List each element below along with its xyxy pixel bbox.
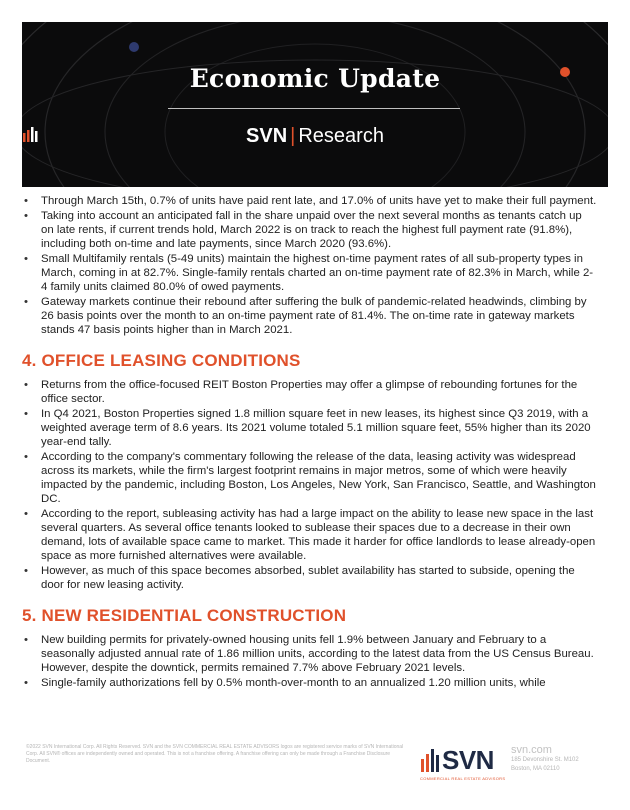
svn-logo-icon	[22, 125, 40, 143]
brand-name: SVN	[246, 125, 288, 147]
header-banner	[22, 22, 608, 187]
brand-lockup: SVN | Research	[22, 125, 608, 148]
website-link[interactable]: svn.com	[511, 744, 552, 756]
list-item: • Gateway markets continue their rebound after suffering the bulk of pandemic-related headwinds, climbing by 26 basis points over the month to an on-time payment rate of 81.4%. The on-time rate in gateway markets stands 47 basis points higher than in March 2021.	[22, 295, 597, 337]
page-footer	[22, 742, 608, 802]
list-item: • Small Multifamily rentals (5-49 units) maintain the highest on-time payment rates of all sub-property types in March, coming in at 82.7%. Single-family rentals charted an on-time payment rate of 82.3% in March, while 2-4 family units claimed 80.0% of owed payments.	[22, 252, 597, 294]
contact-info	[511, 744, 579, 774]
list-item: • In Q4 2021, Boston Properties signed 1.8 million square feet in new leases, its highest since Q3 2019, with a weighted average term of 8.6 years. Its 2021 volume totaled 5.1 million square feet, 55% higher than its 2020 year-end tally.	[22, 407, 597, 449]
list-item: • According to the company's commentary following the release of the data, leasing activity was widespread across its markets, while the firm's largest footprint remains in major metros, some of which were heavily impacted by the pandemic, including Boston, Los Angeles, New York, San Francisco, Seattle, and Washington DC.	[22, 450, 597, 506]
footer-logo-tagline: COMMERCIAL REAL ESTATE ADVISORS	[420, 776, 506, 781]
footer-logo-text: SVN	[442, 745, 494, 775]
brand-sub: Research	[298, 125, 384, 147]
residential-bullet-list	[22, 633, 597, 690]
address-line-1: 185 Devonshire St. M102	[511, 757, 579, 763]
legal-disclaimer: ©2022 SVN International Corp. All Rights Reserved. SVN and the SVN COMMERCIAL REAL ESTATE ADVISORS logos are registered service marks of SVN International Corp. All SVN® offices are independently owned and operated. This is not a franchise offering. A franchise offering can only be made through a Franchise Disclosure Document.	[26, 744, 404, 764]
rent-bullet-list	[22, 194, 597, 337]
section-heading-office-leasing: 4. OFFICE LEASING CONDITIONS	[22, 351, 301, 370]
list-item: • Taking into account an anticipated fall in the share unpaid over the next several months as tenants catch up on late rents, if current trends hold, March 2022 is on track to reach the highest full payment rate (91.8%), including both on-time and late payments, since March 2020 (93.6%).	[22, 209, 597, 251]
address-line-2: Boston, MA 02110	[511, 766, 560, 772]
list-item: • New building permits for privately-owned housing units fell 1.9% between January and February to a seasonally adjusted annual rate of 1.86 million units, according to the latest data from the US Census Bureau. However, despite the downtick, permits remained 7.7% above February 2021 levels.	[22, 633, 597, 675]
section-heading-residential-construction: 5. NEW RESIDENTIAL CONSTRUCTION	[22, 606, 347, 625]
svn-logo-icon	[420, 747, 440, 773]
title-divider	[168, 108, 460, 109]
list-item: • Through March 15th, 0.7% of units have paid rent late, and 17.0% of units have yet to make their full payment.	[22, 194, 597, 208]
orbit-graphic	[22, 22, 608, 187]
orbit-dot-blue	[129, 42, 139, 52]
article-body	[22, 194, 597, 691]
list-item: • However, as much of this space becomes absorbed, sublet availability has started to subside, opening the door for new leasing activity.	[22, 564, 597, 592]
list-item: • Single-family authorizations fell by 0.5% month-over-month to an annualized 1.20 million units, while	[22, 676, 597, 690]
footer-logo[interactable]	[420, 745, 520, 785]
page-title: Economic Update	[189, 64, 441, 93]
office-bullet-list	[22, 378, 597, 592]
list-item: • According to the report, subleasing activity has had a large impact on the ability to lease new space in the last several quarters. As several office tenants looked to sublease their spaces due to a decrease in their own demand, lots of available space came to market. This made it harder for office landlords to lease already-open space as more furnished alternatives were available.	[22, 507, 597, 563]
list-item: • Returns from the office-focused REIT Boston Properties may offer a glimpse of rebounding fortunes for the office sector.	[22, 378, 597, 406]
